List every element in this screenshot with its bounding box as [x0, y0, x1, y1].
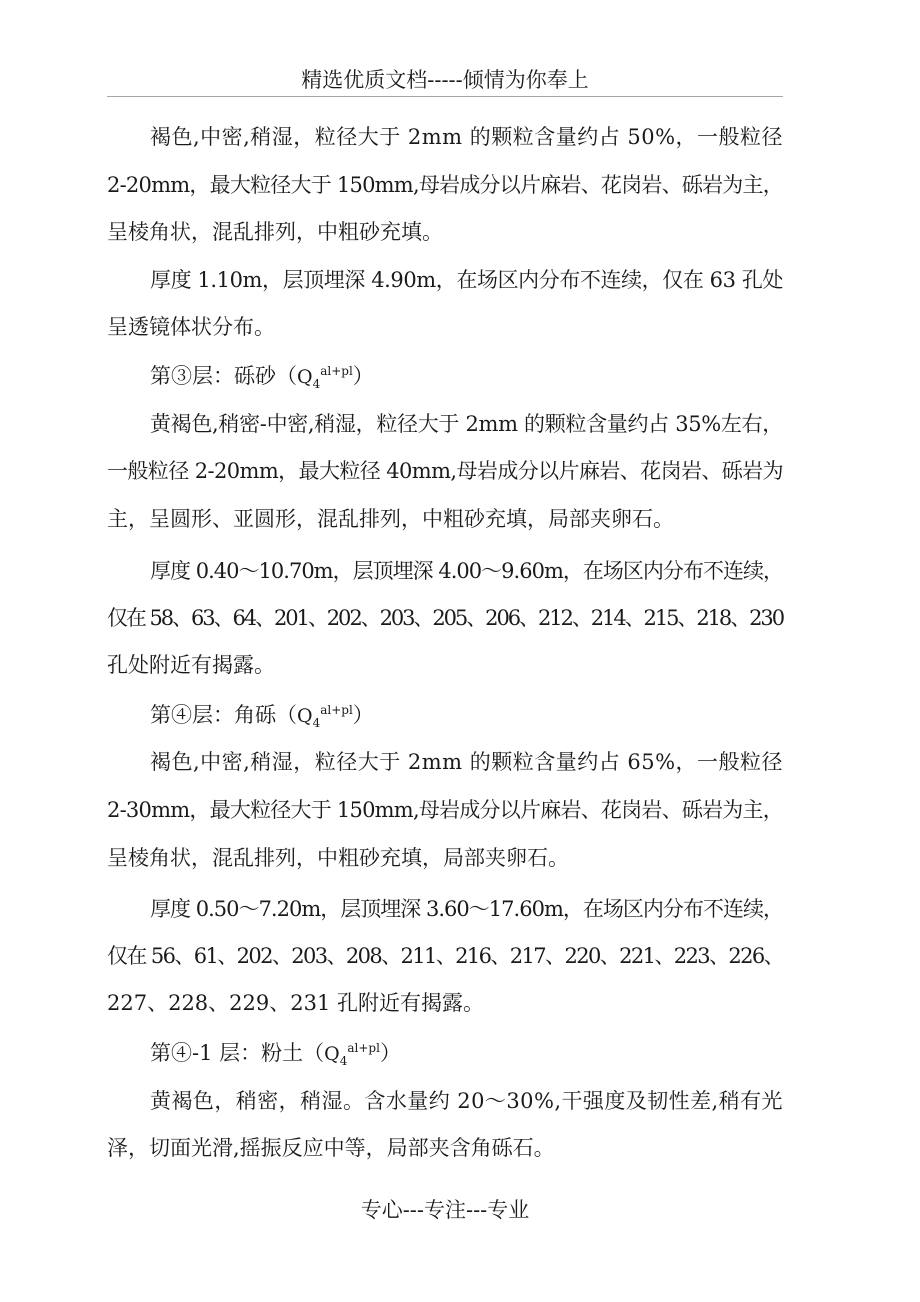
geologic-subscript: 4 — [339, 1054, 348, 1068]
heading-suffix: ） — [379, 1041, 401, 1065]
paragraph-line — [150, 410, 783, 438]
paragraph-line — [107, 942, 783, 970]
paragraph-line — [107, 796, 783, 824]
paragraph-line — [107, 989, 783, 1017]
line-text: 呈透镜体状分布。 — [107, 315, 275, 339]
heading-suffix: ） — [352, 364, 374, 388]
geologic-superscript: al+pl — [320, 703, 353, 717]
paragraph-line — [150, 1087, 783, 1115]
paragraph-line — [107, 218, 783, 246]
paragraph-line — [150, 266, 783, 294]
line-text: 呈棱角状，混乱排列，中粗砂充填，局部夹卵石。 — [107, 846, 569, 870]
geologic-superscript: al+pl — [320, 364, 353, 378]
header-divider — [107, 96, 783, 97]
heading-prefix: 第③层：砾砂（ — [150, 364, 297, 388]
line-text: 仅在 56、61、202、203、208、211、216、217、220、221、223、226、 — [107, 944, 783, 968]
heading-prefix: 第④层：角砾（ — [150, 703, 297, 727]
page-header: 精选优质文档-----倾情为你奉上 — [301, 68, 589, 92]
paragraph-line — [107, 844, 783, 872]
line-text: 主，呈圆形、亚圆形，混乱排列，中粗砂充填，局部夹卵石。 — [107, 507, 674, 531]
paragraph-line — [107, 171, 783, 199]
line-text: 227、228、229、231 孔附近有揭露。 — [107, 991, 485, 1015]
line-text: 厚度 0.50～7.20m，层顶埋深 3.60～17.60m，在场区内分布不连续， — [150, 897, 783, 921]
paragraph-line — [107, 457, 783, 485]
paragraph-line — [107, 604, 783, 632]
geologic-symbol: Q — [297, 705, 313, 727]
line-text: 厚度 1.10m，层顶埋深 4.90m，在场区内分布不连续，仅在 63 孔处 — [150, 268, 783, 292]
heading-suffix: ） — [352, 703, 374, 727]
geologic-subscript: 4 — [312, 716, 321, 730]
line-text: 孔处附近有揭露。 — [107, 653, 275, 677]
heading-prefix: 第④-1 层：粉土（ — [150, 1041, 325, 1065]
line-text: 呈棱角状，混乱排列，中粗砂充填。 — [107, 220, 443, 244]
paragraph-line — [107, 313, 783, 341]
geologic-subscript: 4 — [312, 377, 321, 391]
line-text: 黄褐色,稍密-中密,稍湿，粒径大于 2mm 的颗粒含量约占 35%左右， — [150, 412, 783, 436]
line-text: 2-20mm，最大粒径大于 150mm,母岩成分以片麻岩、花岗岩、砾岩为主， — [107, 173, 783, 197]
page-footer: 专心---专注---专业 — [360, 1198, 530, 1222]
paragraph-line — [150, 895, 783, 923]
line-text: 褐色,中密,稍湿，粒径大于 2mm 的颗粒含量约占 50%，一般粒径 — [150, 125, 783, 149]
geologic-symbol: Q — [324, 1043, 340, 1065]
layer-heading — [150, 1039, 783, 1067]
line-text: 黄褐色，稍密，稍湿。含水量约 20～30%,干强度及韧性差,稍有光 — [150, 1089, 783, 1113]
layer-heading — [150, 701, 783, 729]
paragraph-line — [150, 123, 783, 151]
paragraph-line — [107, 1134, 783, 1162]
geologic-superscript: al+pl — [347, 1041, 380, 1055]
line-text: 褐色,中密,稍湿，粒径大于 2mm 的颗粒含量约占 65%，一般粒径 — [150, 750, 783, 774]
layer-heading — [150, 362, 783, 390]
paragraph-line — [150, 748, 783, 776]
line-text: 仅在 58、63、64、201、202、203、205、206、212、214、215、218、230 — [107, 606, 783, 630]
paragraph-line — [150, 557, 783, 585]
line-text: 一般粒径 2-20mm，最大粒径 40mm,母岩成分以片麻岩、花岗岩、砾岩为 — [107, 459, 783, 483]
line-text: 厚度 0.40～10.70m，层顶埋深 4.00～9.60m，在场区内分布不连续， — [150, 559, 783, 583]
paragraph-line — [107, 651, 783, 679]
geologic-symbol: Q — [297, 366, 313, 388]
paragraph-line — [107, 505, 783, 533]
line-text: 泽，切面光滑,摇振反应中等，局部夹含角砾石。 — [107, 1136, 555, 1160]
line-text: 2-30mm，最大粒径大于 150mm,母岩成分以片麻岩、花岗岩、砾岩为主， — [107, 798, 783, 822]
